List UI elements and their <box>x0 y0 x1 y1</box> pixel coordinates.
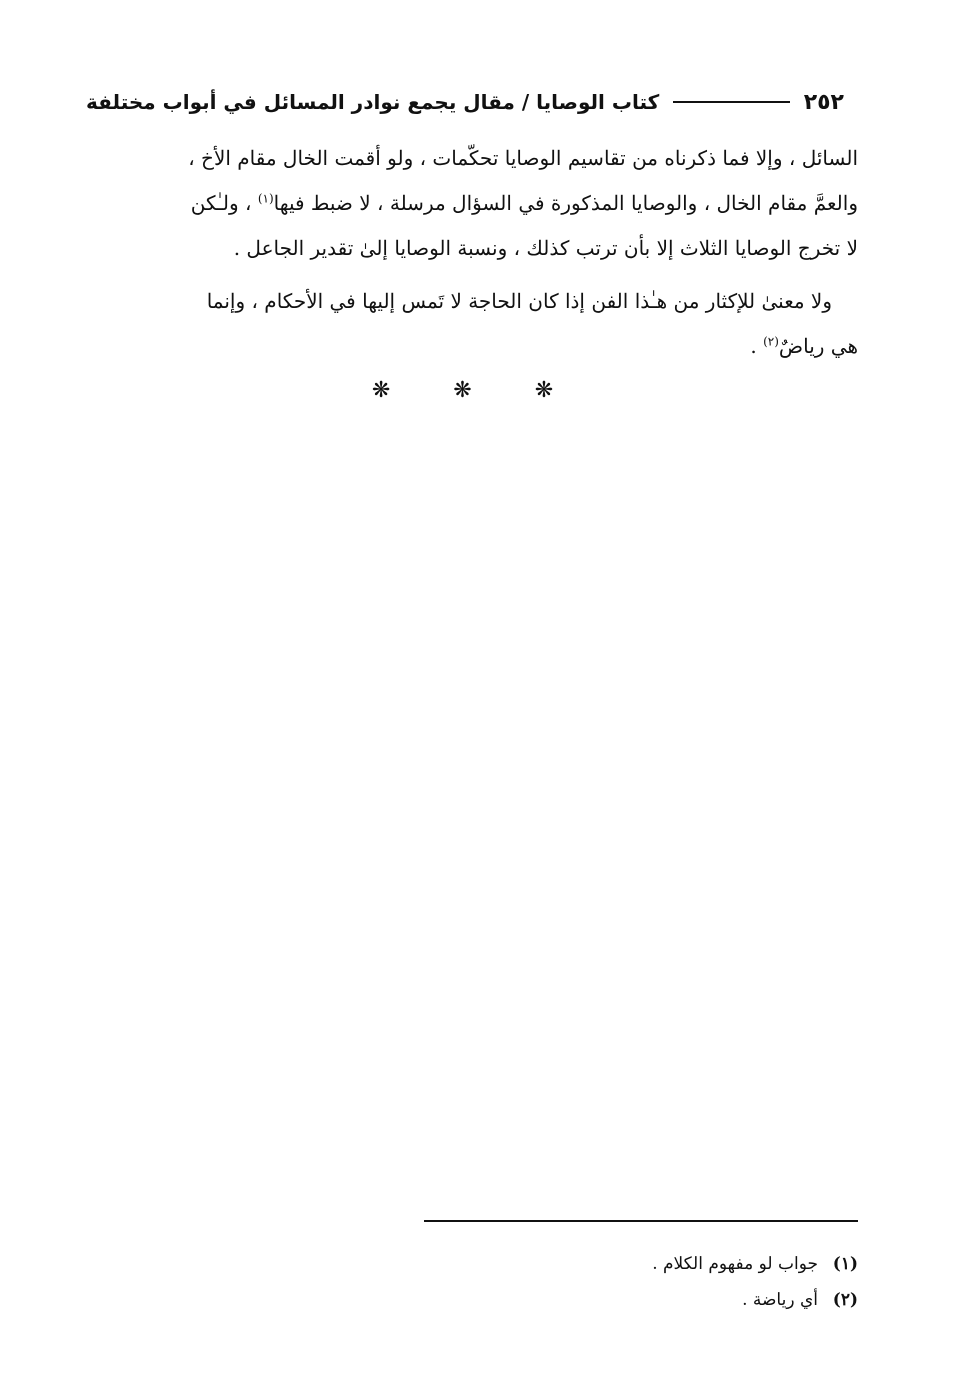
text-line: ولا معنىٰ للإكثار من هـٰذا الفن إذا كان الحاجة لا تَمس إليها في الأحكام ، وإنما <box>206 289 832 313</box>
main-text <box>82 136 858 369</box>
text-line-tail: . <box>750 334 757 358</box>
page-number: ٢٥٢ <box>803 89 844 115</box>
footnote-text: أي رياضة . <box>742 1290 818 1310</box>
text-line: لا تخرج الوصايا الثلاث إلا بأن ترتب كذلك ، ونسبة الوصايا إلىٰ تقدير الجاعل . <box>233 236 858 260</box>
footnote-item <box>424 1246 858 1282</box>
footnote-number: (٢) <box>832 1290 858 1310</box>
text-line <box>82 324 858 369</box>
text-line: السائل ، وإلا فما ذكرناه من تقاسيم الوصايا تحكّمات ، ولو أقمت الخال مقام الأخ ، <box>188 146 858 170</box>
running-title: كتاب الوصايا / مقال يجمع نوادر المسائل في أبواب مختلفة <box>86 90 660 114</box>
text-line-tail: ، ولـٰكن <box>190 191 252 215</box>
footnote-rule <box>424 1220 858 1222</box>
text-line-content: هي رياضٌ <box>778 334 858 358</box>
header-rule <box>673 101 789 103</box>
section-separator: ❋ ❋ ❋ <box>371 378 582 403</box>
footnote-text: جواب لو مفهوم الكلام . <box>652 1254 818 1274</box>
footnote-item <box>424 1282 858 1318</box>
text-line <box>82 181 858 226</box>
running-header <box>86 82 844 122</box>
footnote-ref: (٢) <box>763 334 779 349</box>
footnote-ref: (١) <box>257 191 274 206</box>
footnotes <box>424 1246 858 1318</box>
text-line-content: والعمَّ مقام الخال ، والوصايا المذكورة في السؤال مرسلة ، لا ضبط فيها <box>273 191 858 215</box>
footnote-number: (١) <box>832 1254 858 1274</box>
